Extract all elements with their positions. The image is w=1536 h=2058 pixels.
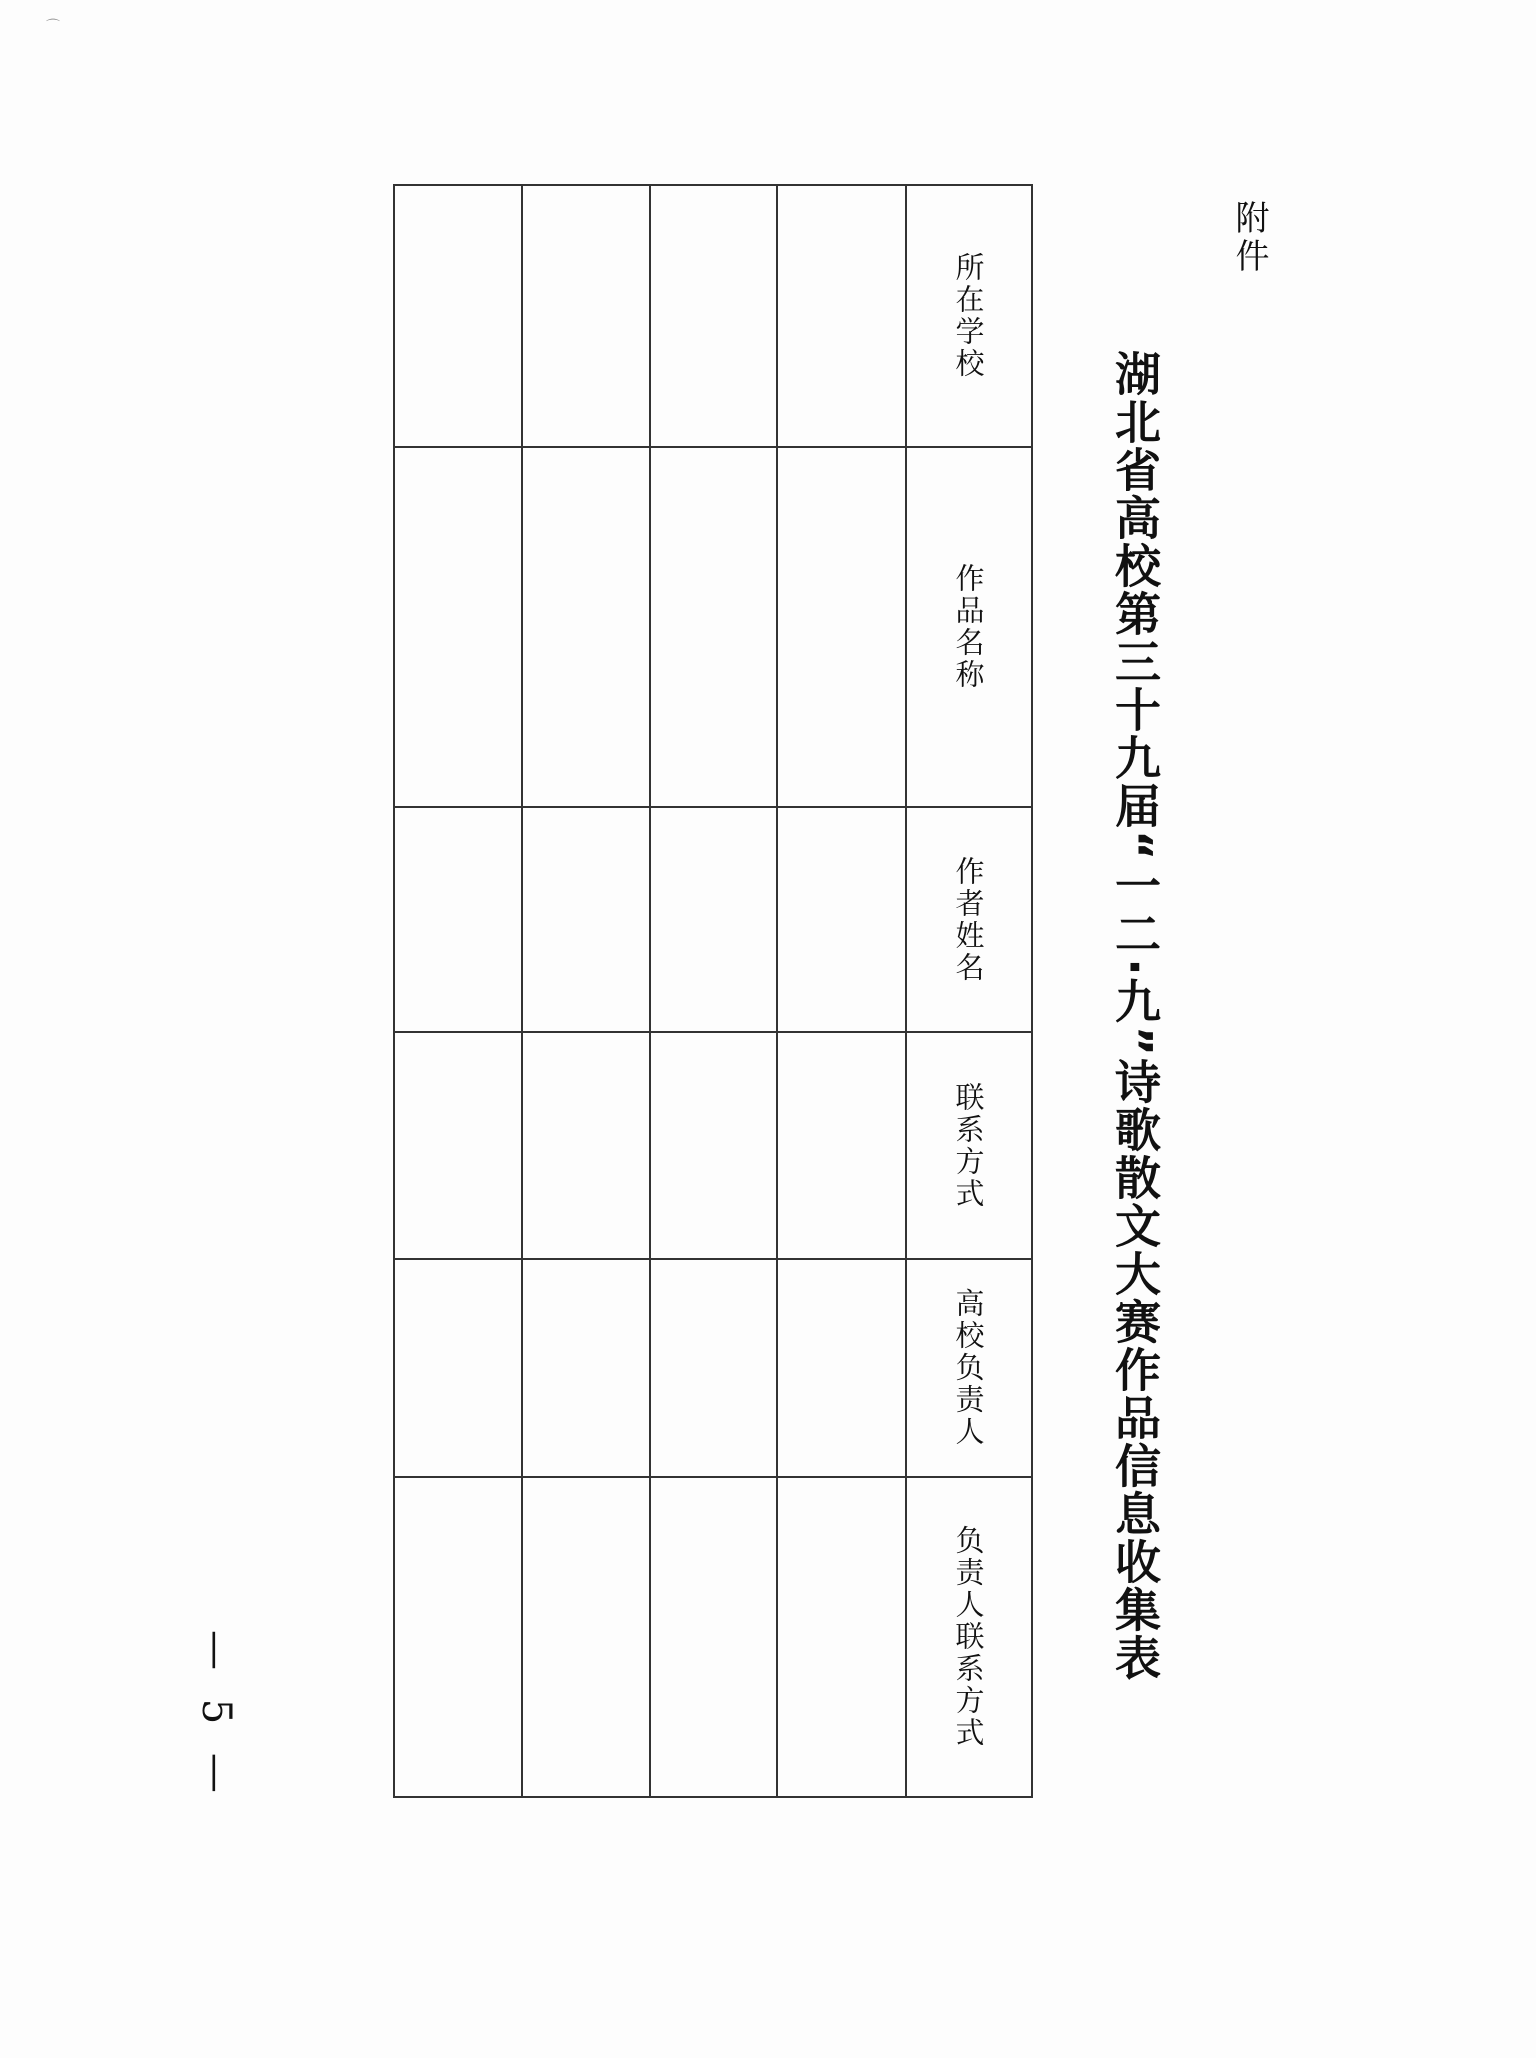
document-title: 湖北省高校第三十九届“一二·九”诗歌散文大赛作品信息收集表 bbox=[1108, 350, 1162, 1682]
header-label: 联系方式 bbox=[951, 1081, 986, 1210]
header-cell-school-supervisor bbox=[907, 1260, 1031, 1476]
header-cell-supervisor-contact bbox=[907, 1478, 1031, 1796]
header-label: 负责人联系方式 bbox=[951, 1525, 986, 1749]
header-label: 所在学校 bbox=[951, 252, 986, 380]
header-label: 作者姓名 bbox=[951, 855, 986, 984]
header-cell-school bbox=[907, 186, 1031, 446]
attachment-label: 附件 bbox=[1229, 200, 1269, 276]
page-number: — 5 — bbox=[193, 1630, 239, 1801]
header-label: 作品名称 bbox=[951, 563, 986, 691]
header-label: 高校负责人 bbox=[951, 1288, 986, 1448]
table-row[interactable] bbox=[523, 186, 649, 1796]
header-cell-work-title bbox=[907, 448, 1031, 806]
table-row[interactable] bbox=[651, 186, 776, 1796]
table-row[interactable] bbox=[395, 186, 521, 1796]
header-cell-contact bbox=[907, 1033, 1031, 1258]
info-collection-table bbox=[393, 184, 1033, 1798]
table-row[interactable] bbox=[778, 186, 905, 1796]
scan-artifact-mark: ⌒ bbox=[46, 19, 60, 35]
header-cell-author-name bbox=[907, 808, 1031, 1031]
